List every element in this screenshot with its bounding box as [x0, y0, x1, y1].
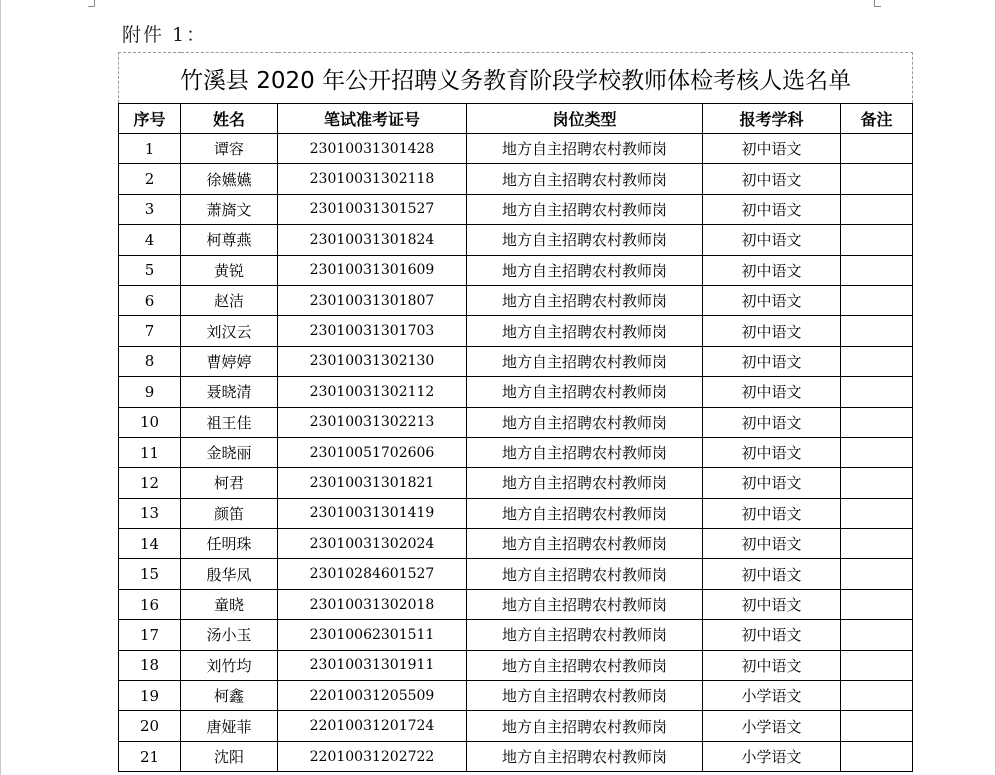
cell-name: 任明珠 — [181, 529, 278, 559]
cell-name: 聂晓清 — [181, 377, 278, 407]
cell-index: 18 — [119, 650, 181, 680]
column-header-index: 序号 — [119, 104, 181, 134]
table-row — [119, 650, 913, 680]
cell-ticket: 23010031301824 — [278, 225, 467, 255]
cell-index: 8 — [119, 346, 181, 376]
cell-ticket: 23010062301511 — [278, 620, 467, 650]
cell-index: 3 — [119, 194, 181, 224]
cell-post: 地方自主招聘农村教师岗 — [467, 681, 703, 711]
table-row — [119, 711, 913, 741]
cell-post: 地方自主招聘农村教师岗 — [467, 316, 703, 346]
cell-ticket: 22010031202722 — [278, 741, 467, 771]
cell-subject: 初中语文 — [703, 134, 841, 164]
cell-ticket: 22010031205509 — [278, 681, 467, 711]
cell-name: 萧旖文 — [181, 194, 278, 224]
cell-name: 颜笛 — [181, 498, 278, 528]
table-row — [119, 559, 913, 589]
cell-post: 地方自主招聘农村教师岗 — [467, 741, 703, 771]
cell-post: 地方自主招聘农村教师岗 — [467, 589, 703, 619]
cell-name: 汤小玉 — [181, 620, 278, 650]
cell-index: 5 — [119, 255, 181, 285]
cell-index: 9 — [119, 377, 181, 407]
cell-index: 11 — [119, 437, 181, 467]
cell-post: 地方自主招聘农村教师岗 — [467, 134, 703, 164]
cell-note — [841, 377, 913, 407]
cell-subject: 小学语文 — [703, 711, 841, 741]
cell-subject: 初中语文 — [703, 529, 841, 559]
cell-ticket: 23010031301911 — [278, 650, 467, 680]
cell-note — [841, 134, 913, 164]
cell-name: 童晓 — [181, 589, 278, 619]
cell-post: 地方自主招聘农村教师岗 — [467, 437, 703, 467]
cell-index: 12 — [119, 468, 181, 498]
cell-post: 地方自主招聘农村教师岗 — [467, 407, 703, 437]
cell-ticket: 23010284601527 — [278, 559, 467, 589]
cell-post: 地方自主招聘农村教师岗 — [467, 194, 703, 224]
cell-subject: 初中语文 — [703, 620, 841, 650]
cell-subject: 初中语文 — [703, 346, 841, 376]
cell-subject: 初中语文 — [703, 255, 841, 285]
cell-subject: 初中语文 — [703, 650, 841, 680]
column-header-subject: 报考学科 — [703, 104, 841, 134]
cell-post: 地方自主招聘农村教师岗 — [467, 377, 703, 407]
column-header-post: 岗位类型 — [467, 104, 703, 134]
cell-name: 刘竹均 — [181, 650, 278, 680]
cell-ticket: 23010031301428 — [278, 134, 467, 164]
cell-post: 地方自主招聘农村教师岗 — [467, 498, 703, 528]
table-row — [119, 620, 913, 650]
cell-index: 2 — [119, 164, 181, 194]
attachment-label: 附件 1： — [122, 24, 208, 46]
cell-note — [841, 225, 913, 255]
cell-note — [841, 285, 913, 315]
cell-index: 10 — [119, 407, 181, 437]
cell-note — [841, 498, 913, 528]
cell-subject: 初中语文 — [703, 589, 841, 619]
cell-note — [841, 468, 913, 498]
table-row — [119, 437, 913, 467]
cell-note — [841, 437, 913, 467]
cell-name: 沈阳 — [181, 741, 278, 771]
cell-name: 谭容 — [181, 134, 278, 164]
cell-post: 地方自主招聘农村教师岗 — [467, 225, 703, 255]
cell-index: 16 — [119, 589, 181, 619]
table-row — [119, 194, 913, 224]
cell-note — [841, 711, 913, 741]
table-row — [119, 468, 913, 498]
cell-name: 祖王佳 — [181, 407, 278, 437]
cell-post: 地方自主招聘农村教师岗 — [467, 285, 703, 315]
cell-subject: 初中语文 — [703, 377, 841, 407]
cell-index: 17 — [119, 620, 181, 650]
cell-ticket: 23010031301703 — [278, 316, 467, 346]
cell-note — [841, 255, 913, 285]
cell-ticket: 23010031301821 — [278, 468, 467, 498]
cell-note — [841, 589, 913, 619]
cell-name: 黄锐 — [181, 255, 278, 285]
table-row — [119, 529, 913, 559]
cell-name: 曹婷婷 — [181, 346, 278, 376]
cell-note — [841, 559, 913, 589]
cell-post: 地方自主招聘农村教师岗 — [467, 620, 703, 650]
cell-post: 地方自主招聘农村教师岗 — [467, 255, 703, 285]
table-row — [119, 225, 913, 255]
cell-post: 地方自主招聘农村教师岗 — [467, 468, 703, 498]
cell-subject: 初中语文 — [703, 498, 841, 528]
document-title: 竹溪县 2020 年公开招聘义务教育阶段学校教师体检考核人选名单 — [119, 53, 913, 104]
column-header-name: 姓名 — [181, 104, 278, 134]
cell-name: 唐娅菲 — [181, 711, 278, 741]
cell-post: 地方自主招聘农村教师岗 — [467, 346, 703, 376]
cell-ticket: 23010031302024 — [278, 529, 467, 559]
table-row — [119, 407, 913, 437]
table-row — [119, 589, 913, 619]
cell-index: 19 — [119, 681, 181, 711]
table-row — [119, 316, 913, 346]
cell-name: 柯尊燕 — [181, 225, 278, 255]
cell-ticket: 23010031301527 — [278, 194, 467, 224]
cell-ticket: 23010031301807 — [278, 285, 467, 315]
cell-index: 21 — [119, 741, 181, 771]
cell-post: 地方自主招聘农村教师岗 — [467, 559, 703, 589]
cell-name: 金晓丽 — [181, 437, 278, 467]
cell-name: 柯君 — [181, 468, 278, 498]
cell-name: 徐嬿嬿 — [181, 164, 278, 194]
cell-note — [841, 529, 913, 559]
cell-index: 15 — [119, 559, 181, 589]
cell-note — [841, 741, 913, 771]
cell-index: 7 — [119, 316, 181, 346]
cell-index: 13 — [119, 498, 181, 528]
cell-subject: 初中语文 — [703, 164, 841, 194]
cell-ticket: 23010031302213 — [278, 407, 467, 437]
cell-ticket: 22010031201724 — [278, 711, 467, 741]
title-row — [119, 53, 913, 104]
cell-note — [841, 346, 913, 376]
cell-subject: 小学语文 — [703, 681, 841, 711]
cell-note — [841, 194, 913, 224]
cell-ticket: 23010031302018 — [278, 589, 467, 619]
table-row — [119, 377, 913, 407]
cell-ticket: 23010031302112 — [278, 377, 467, 407]
table-row — [119, 134, 913, 164]
cell-subject: 初中语文 — [703, 559, 841, 589]
table-row — [119, 741, 913, 771]
cell-ticket: 23010031301609 — [278, 255, 467, 285]
margin-corner-mark-left — [88, 0, 95, 7]
cell-subject: 小学语文 — [703, 741, 841, 771]
cell-ticket: 23010031301419 — [278, 498, 467, 528]
cell-post: 地方自主招聘农村教师岗 — [467, 529, 703, 559]
cell-post: 地方自主招聘农村教师岗 — [467, 711, 703, 741]
cell-note — [841, 164, 913, 194]
cell-post: 地方自主招聘农村教师岗 — [467, 650, 703, 680]
column-header-note: 备注 — [841, 104, 913, 134]
cell-subject: 初中语文 — [703, 194, 841, 224]
cell-index: 4 — [119, 225, 181, 255]
candidate-table — [118, 52, 913, 772]
cell-name: 殷华凤 — [181, 559, 278, 589]
cell-index: 14 — [119, 529, 181, 559]
cell-index: 1 — [119, 134, 181, 164]
cell-note — [841, 407, 913, 437]
table-header-row — [119, 104, 913, 134]
table-row — [119, 681, 913, 711]
cell-subject: 初中语文 — [703, 437, 841, 467]
cell-subject: 初中语文 — [703, 468, 841, 498]
table-row — [119, 285, 913, 315]
cell-note — [841, 316, 913, 346]
cell-ticket: 23010031302118 — [278, 164, 467, 194]
table-row — [119, 164, 913, 194]
cell-subject: 初中语文 — [703, 225, 841, 255]
cell-name: 柯鑫 — [181, 681, 278, 711]
column-header-ticket: 笔试准考证号 — [278, 104, 467, 134]
cell-ticket: 23010031302130 — [278, 346, 467, 376]
table-row — [119, 346, 913, 376]
table-row — [119, 255, 913, 285]
cell-name: 刘汉云 — [181, 316, 278, 346]
cell-subject: 初中语文 — [703, 285, 841, 315]
cell-index: 6 — [119, 285, 181, 315]
cell-post: 地方自主招聘农村教师岗 — [467, 164, 703, 194]
cell-name: 赵洁 — [181, 285, 278, 315]
cell-index: 20 — [119, 711, 181, 741]
cell-note — [841, 620, 913, 650]
cell-ticket: 23010051702606 — [278, 437, 467, 467]
table-row — [119, 498, 913, 528]
cell-subject: 初中语文 — [703, 407, 841, 437]
cell-subject: 初中语文 — [703, 316, 841, 346]
margin-corner-mark-right — [874, 0, 881, 7]
cell-note — [841, 681, 913, 711]
cell-note — [841, 650, 913, 680]
